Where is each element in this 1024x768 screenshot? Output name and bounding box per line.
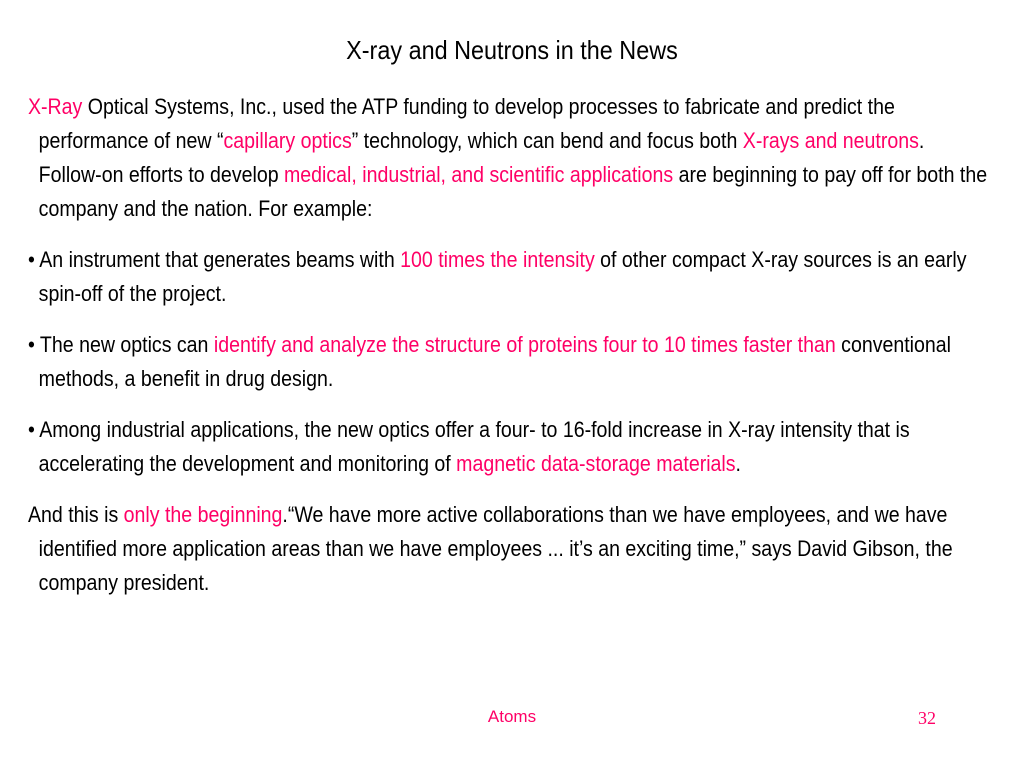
paragraph-spacer: [28, 311, 988, 328]
closing-paragraph: [28, 498, 988, 600]
intro-highlight-company: X-Ray: [28, 94, 83, 119]
intro-highlight-capillary-optics: capillary optics: [223, 128, 352, 153]
paragraph-spacer: [28, 481, 988, 498]
page-number: 32: [918, 708, 936, 728]
intro-text: Optical Systems, Inc., used the ATP funding to develop processes to fabricate and predict the performance of new “: [38, 94, 895, 153]
bullet-text: The new optics can: [39, 332, 214, 357]
intro-highlight-applications: medical, industrial, and scientific applications: [284, 162, 674, 187]
bullet-marker: •: [28, 247, 35, 272]
bullet-item-proteins: [28, 328, 988, 396]
intro-text: . Follow-on efforts to develop: [38, 128, 925, 187]
intro-highlight-xrays-neutrons: X-rays and neutrons: [742, 128, 919, 153]
slide-title: X-ray and Neutrons in the News: [346, 35, 678, 65]
intro-text: ” technology, which can bend and focus both: [351, 128, 743, 153]
intro-text: are beginning to pay off for both the company and the nation. For example:: [38, 162, 988, 221]
bullet-text: of other compact X-ray sources is an early spin-off of the project.: [38, 247, 967, 306]
bullet-text: .: [735, 451, 742, 476]
bullet-highlight: magnetic data-storage materials: [456, 451, 736, 476]
closing-text: And this is: [28, 502, 124, 527]
intro-paragraph: [28, 90, 988, 226]
bullet-marker: •: [28, 417, 35, 442]
bullet-text: An instrument that generates beams with: [39, 247, 401, 272]
bullet-highlight: identify and analyze the structure of proteins four to 10 times faster than: [213, 332, 836, 357]
paragraph-spacer: [28, 226, 988, 243]
bullet-marker: •: [28, 332, 35, 357]
footer-label: Atoms: [487, 707, 537, 726]
slide-body: [28, 90, 988, 600]
bullet-item-intensity: [28, 243, 988, 311]
paragraph-spacer: [28, 396, 988, 413]
bullet-highlight: 100 times the intensity: [400, 247, 595, 272]
closing-text: .“We have more active collaborations than we have employees, and we have identified more application areas than we have employees ... it’s an exciting time,” says David Gibson, the company president.: [38, 502, 953, 595]
bullet-text: Among industrial applications, the new optics offer a four- to 16-fold increase in X-ray intensity that is accelerating the development and monitoring of: [38, 417, 910, 476]
bullet-item-industrial: [28, 413, 988, 481]
closing-highlight: only the beginning: [123, 502, 283, 527]
bullet-text: conventional methods, a benefit in drug design.: [38, 332, 952, 391]
